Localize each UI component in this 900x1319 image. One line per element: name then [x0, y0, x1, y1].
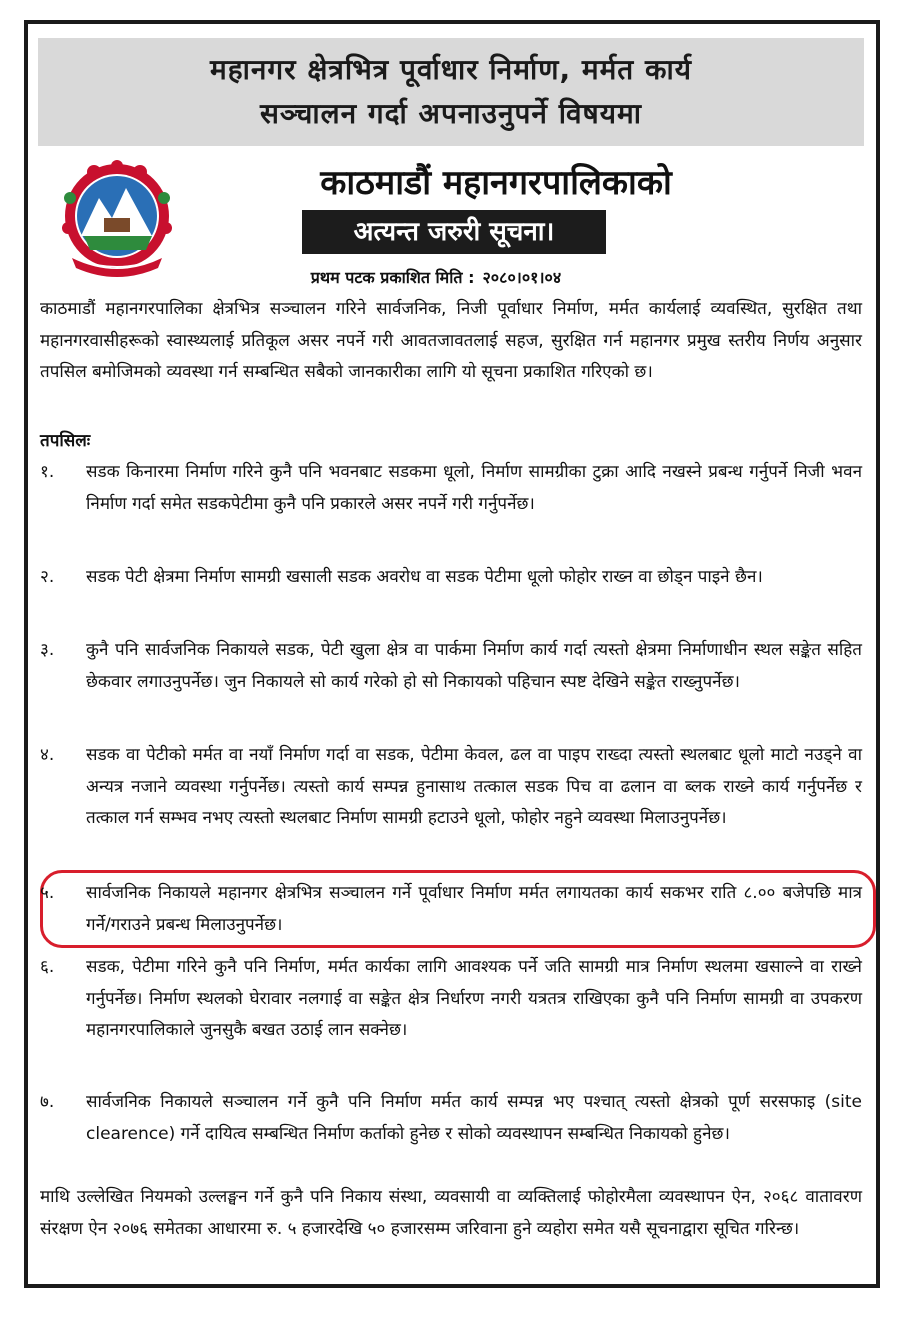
- tapsil-label: तपसिलः: [40, 431, 91, 451]
- list-item-text: कुनै पनि सार्वजनिक निकायले सडक, पेटी खुला क्षेत्र वा पार्कमा निर्माण कार्य गर्दा त्यस्तो क्षेत्रमा निर्माणाधीन स्थल सङ्केत सहित छेकवार लगाउनुपर्नेछ। जुन निकायले सो कार्य गरेको हो सो निकायको पहिचान स्पष्ट देखिने सङ्केत राख्नुपर्नेछ।: [86, 640, 862, 692]
- list-item-text: सडक, पेटीमा गरिने कुनै पनि निर्माण, मर्मत कार्यका लागि आवश्यक पर्ने जति सामग्री मात्र निर्माण स्थलमा खसाल्ने वा राख्ने गर्नुपर्नेछ। निर्माण स्थलको घेरावार नलगाई वा सङ्केत क्षेत्र निर्धारण नगरी यत्रतत्र राखिएका कुनै पनि निर्माण सामग्री वा उपकरण महानगरपालिकाले जुनसुकै बखत उठाई लान सक्नेछ।: [86, 957, 862, 1040]
- list-item-number: ६.: [40, 957, 55, 977]
- list-item-number: ५.: [40, 883, 55, 903]
- notice-frame: [24, 20, 880, 1288]
- list-item-number: १.: [40, 462, 55, 482]
- publish-date-line: [186, 266, 686, 290]
- list-item-number: ४.: [40, 745, 55, 765]
- list-item-text: सार्वजनिक निकायले सञ्चालन गर्ने कुनै पनि निर्माण मर्मत कार्य सम्पन्न भए पश्चात् त्यस्तो क्षेत्रको पूर्ण सरसफाइ (site clearence) गर्ने दायित्व सम्बन्धित निर्माण कर्ताको हुनेछ र सोको व्यवस्थापन सम्बन्धित निकायको हुनेछ।: [86, 1092, 862, 1144]
- footer-paragraph: माथि उल्लेखित नियमको उल्लङ्घन गर्ने कुनै पनि निकाय संस्था, व्यवसायी वा व्यक्तिलाई फोहोरमैला व्यवस्थापन ऐन, २०६८ वातावरण संरक्षण ऐन २०७६ समेतका आधारमा रु. ५ हजारदेखि ५० हजारसम्म जरिवाना हुने व्यहोरा समेत यसै सूचनाद्वारा सूचित गरिन्छ।: [40, 1187, 862, 1239]
- list-item-text: सार्वजनिक निकायले महानगर क्षेत्रभित्र सञ्चालन गर्ने पूर्वाधार निर्माण मर्मत लगायतका कार्य सकभर राति ८.०० बजेपछि मात्र गर्ने/गराउने प्रबन्ध मिलाउनुपर्नेछ।: [86, 883, 862, 935]
- headline-line-1: महानगर क्षेत्रभित्र पूर्वाधार निर्माण, मर्मत कार्य: [209, 53, 693, 86]
- publish-date-value: २०८०।०१।०४: [482, 268, 562, 287]
- list-item-number: ७.: [40, 1092, 55, 1112]
- list-item-text: सडक पेटी क्षेत्रमा निर्माण सामग्री खसाली सडक अवरोध वा सडक पेटीमा धूलो फोहोर राख्न वा छोड्न पाइने छैन।: [86, 567, 763, 587]
- nepal-government-emblem-icon: [54, 158, 180, 280]
- headline-line-2: सञ्चालन गर्दा अपनाउनुपर्ने विषयमा: [260, 97, 642, 130]
- organization-name: काठमाडौं महानगरपालिकाको: [320, 163, 672, 203]
- list-item-text: सडक वा पेटीको मर्मत वा नयाँ निर्माण गर्दा वा सडक, पेटीमा केवल, ढल वा पाइप राख्दा त्यस्तो स्थलबाट धूलो माटो नउड्ने वा अन्यत्र नजाने व्यवस्था गर्नुपर्नेछ। त्यस्तो कार्य सम्पन्न हुनासाथ तत्काल सडक पिच वा ढलान वा ब्लक राख्ने कार्य गर्नुपर्नेछ र तत्काल गर्न सम्भव नभए त्यस्तो स्थलबाट निर्माण सामग्री हटाउने धूलो, फोहोर नहुने व्यवस्था मिलाउनुपर्नेछ।: [86, 745, 862, 828]
- intro-paragraph: काठमाडौं महानगरपालिका क्षेत्रभित्र सञ्चालन गरिने सार्वजनिक, निजी पूर्वाधार निर्माण, मर्मत कार्यलाई व्यवस्थित, सुरक्षित तथा महानगरवासीहरूको स्वास्थ्यलाई प्रतिकूल असर नपर्ने गरी आवतजावतलाई सहज, सुरक्षित गर्न महानगर प्रमुख स्तरीय निर्णय अनुसार तपसिल बमोजिमको व्यवस्था गर्न सम्बन्धित सबैको जानकारीका लागि यो सूचना प्रकाशित गरिएको छ।: [40, 299, 862, 382]
- notice-content: [36, 32, 868, 1276]
- urgent-notice-badge: अत्यन्त जरुरी सूचना।: [302, 210, 606, 254]
- list-item-number: २.: [40, 567, 55, 587]
- headline-banner: [38, 38, 864, 146]
- publish-date-label: प्रथम पटक प्रकाशित मिति :: [310, 268, 475, 287]
- list-item-text: सडक किनारमा निर्माण गरिने कुनै पनि भवनबाट सडकमा धूलो, निर्माण सामग्रीका टुक्रा आदि नखस्ने प्रबन्ध गर्नुपर्ने निजी भवन निर्माण गर्दा समेत सडकपेटीमा कुनै पनि प्रकारले असर नपर्ने गरी गर्नुपर्नेछ।: [86, 462, 862, 514]
- list-item-number: ३.: [40, 640, 55, 660]
